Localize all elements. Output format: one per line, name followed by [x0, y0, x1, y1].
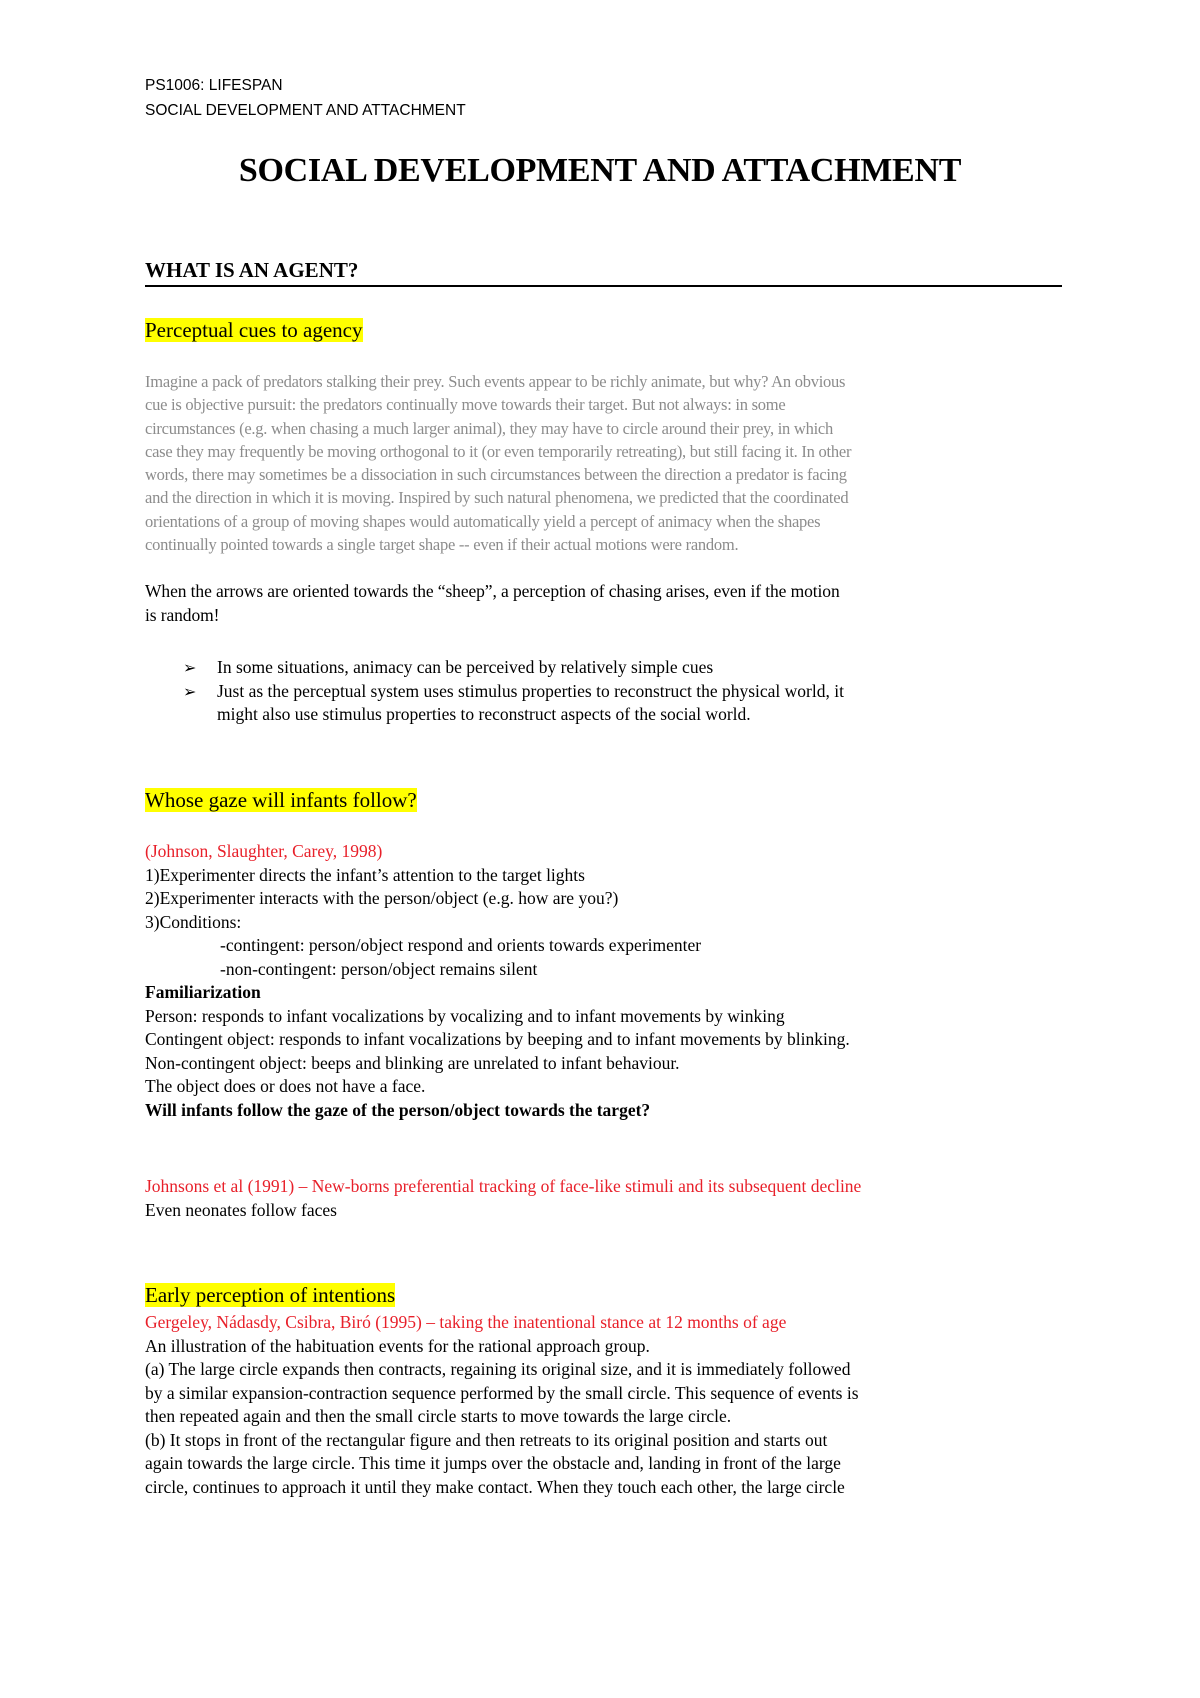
- familiarization-line: Person: responds to infant vocalizations by vocalizing and to infant movements by winking: [145, 1005, 785, 1026]
- highlighted-heading: Perceptual cues to agency: [145, 318, 363, 342]
- text-line: again towards the large circle. This time it jumps over the obstacle and, landing in front of the large: [145, 1453, 841, 1473]
- quote-paragraph: [145, 370, 1075, 556]
- text-line: When the arrows are oriented towards the “sheep”, a perception of chasing arises, even if the motion: [145, 581, 840, 601]
- quote-line: orientations of a group of moving shapes would automatically yield a percept of animacy when the shapes: [145, 511, 821, 531]
- header-course: PS1006: LIFESPAN: [145, 77, 283, 94]
- text-line: by a similar expansion-contraction sequence performed by the small circle. This sequence of events is: [145, 1382, 859, 1403]
- citation: (Johnson, Slaughter, Carey, 1998): [145, 841, 383, 861]
- text-line: circle, continues to approach it until they make contact. When they touch each other, the large circle: [145, 1476, 845, 1497]
- arrows-paragraph: [145, 580, 1065, 627]
- text-line: (a) The large circle expands then contracts, regaining its original size, and it is immediately followed: [145, 1359, 851, 1379]
- intentions-block: [145, 1311, 1060, 1499]
- page-title: SOCIAL DEVELOPMENT AND ATTACHMENT: [238, 152, 962, 189]
- step-line: 3)Conditions:: [145, 911, 242, 932]
- text-line: (b) It stops in front of the rectangular figure and then retreats to its original position and starts out: [145, 1429, 828, 1450]
- bullet-line: might also use stimulus properties to reconstruct aspects of the social world.: [217, 704, 751, 724]
- arrowhead-bullet-icon: ➢: [183, 658, 197, 677]
- bullet-line: In some situations, animacy can be perceived by relatively simple cues: [217, 657, 714, 677]
- familiarization-line: Contingent object: responds to infant vocalizations by beeping and to infant movements by blinking.: [145, 1029, 850, 1049]
- quote-line: Imagine a pack of predators stalking their prey. Such events appear to be richly animate, but why? An obvious: [145, 372, 846, 391]
- subheading-perceptual-cues: [145, 318, 363, 343]
- step-line: 1)Experimenter directs the infant’s attention to the target lights: [145, 864, 585, 885]
- list-item: [145, 656, 1065, 680]
- quote-line: cue is objective pursuit: the predators continually move towards their target. But not always: in some: [145, 395, 786, 415]
- quote-line: words, there may sometimes be a dissociation in such circumstances between the direction a predator is facing: [145, 465, 847, 485]
- quote-line: case they may frequently be moving orthogonal to it (or even temporarily retreating), but still facing it. In other: [145, 441, 852, 461]
- highlighted-heading: Early perception of intentions: [145, 1283, 396, 1307]
- gaze-block: [145, 840, 1065, 1122]
- familiarization-line: The object does or does not have a face.: [145, 1076, 426, 1096]
- neonate-block: [145, 1175, 1065, 1222]
- list-item: [145, 680, 1065, 727]
- familiarization-line: Non-contingent object: beeps and blinking are unrelated to infant behaviour.: [145, 1052, 680, 1073]
- step-line: 2)Experimenter interacts with the person/object (e.g. how are you?): [145, 888, 619, 908]
- bullet-list: [145, 656, 1065, 727]
- text-line: is random!: [145, 604, 220, 625]
- highlighted-heading: Whose gaze will infants follow?: [145, 788, 417, 812]
- quote-line: and the direction in which it is moving. Inspired by such natural phenomena, we predicted that the coordinated: [145, 488, 849, 508]
- subheading-gaze: [145, 788, 417, 813]
- familiarization-label: Familiarization: [145, 982, 261, 1002]
- question-line: Will infants follow the gaze of the person/object towards the target?: [145, 1099, 651, 1120]
- quote-line: circumstances (e.g. when chasing a much larger animal), they may have to circle around their prey, in which: [145, 418, 833, 438]
- quote-line: continually pointed towards a single target shape -- even if their actual motions were random.: [145, 535, 739, 555]
- bullet-line: Just as the perceptual system uses stimulus properties to reconstruct the physical world, it: [217, 680, 844, 701]
- text-line: An illustration of the habituation events for the rational approach group.: [145, 1335, 650, 1356]
- text-line: then repeated again and then the small circle starts to move towards the large circle.: [145, 1406, 732, 1426]
- citation: Gergeley, Nádasdy, Csibra, Biró (1995) – taking the inatentional stance at 12 months of age: [145, 1312, 787, 1332]
- condition-line: -non-contingent: person/object remains silent: [220, 958, 538, 979]
- header-topic: SOCIAL DEVELOPMENT AND ATTACHMENT: [145, 102, 466, 119]
- arrowhead-bullet-icon: ➢: [183, 681, 197, 701]
- section-heading-agent: WHAT IS AN AGENT?: [145, 258, 1062, 287]
- condition-line: -contingent: person/object respond and orients towards experimenter: [220, 935, 702, 955]
- citation: Johnsons et al (1991) – New-borns preferential tracking of face-like stimuli and its subsequent decline: [145, 1176, 862, 1196]
- text-line: Even neonates follow faces: [145, 1199, 337, 1220]
- subheading-intentions: [145, 1283, 395, 1308]
